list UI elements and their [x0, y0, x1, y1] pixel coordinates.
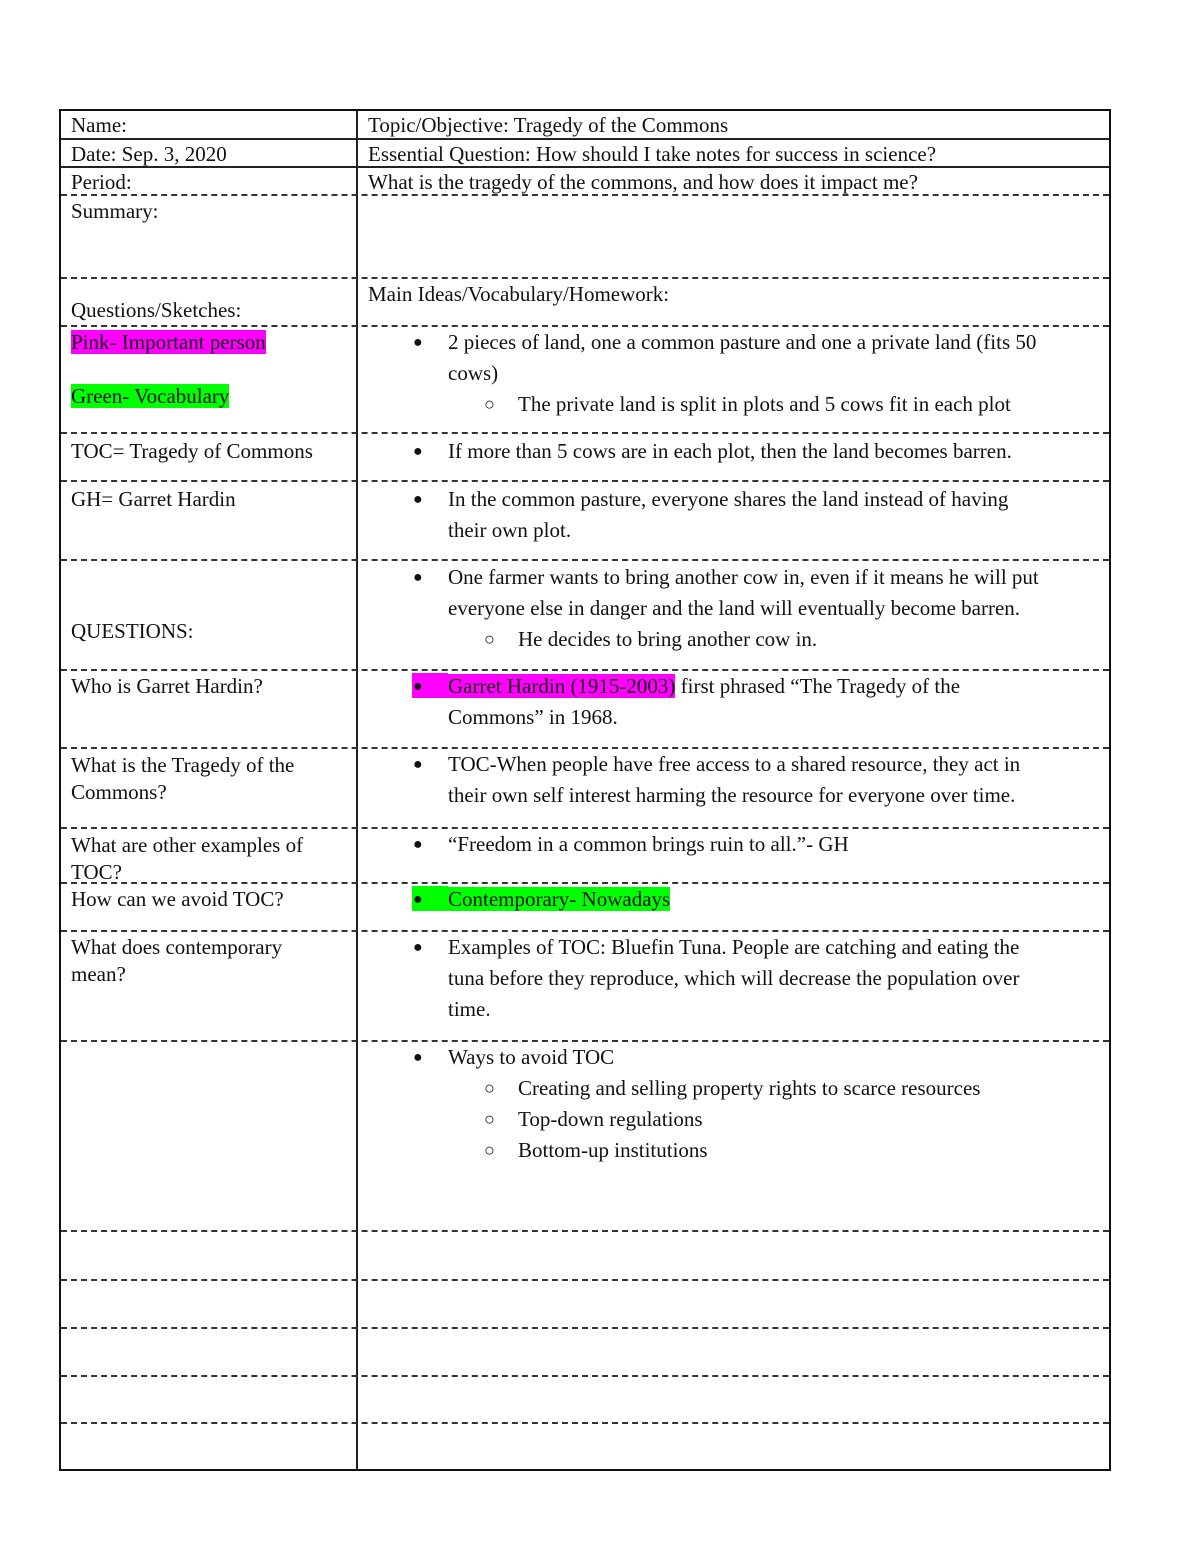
legend-pink: Pink- Important person	[71, 330, 266, 354]
row-contemporary	[61, 884, 1109, 932]
bullet-icon: ●	[413, 569, 423, 586]
empty-row	[61, 1424, 1109, 1469]
land-notes-cell	[358, 327, 1109, 432]
questions-label-cell	[61, 561, 356, 669]
contemporary-line	[448, 884, 1101, 915]
hardin-line-1	[448, 671, 1101, 702]
left-header-cell	[61, 279, 356, 325]
definition-bullet	[368, 749, 1109, 811]
empty-row	[61, 1377, 1109, 1424]
summary-content-cell	[358, 196, 1109, 277]
q5-cell	[61, 932, 356, 1040]
land-line-1: 2 pieces of land, one a common pasture and one a private land (fits 50	[448, 330, 1037, 354]
shared-notes-cell	[358, 482, 1109, 559]
summary-label: Summary:	[71, 199, 159, 223]
name-label: Name:	[71, 113, 127, 137]
land-sub-bullet	[368, 389, 1109, 420]
question-1: Who is Garret Hardin?	[71, 674, 263, 698]
tuna-line-3: time.	[448, 997, 491, 1021]
question-3-line-2: TOC?	[71, 860, 122, 882]
legend-spacer	[71, 358, 356, 381]
avoid-sub-bullet-2	[368, 1104, 1109, 1135]
hardin-notes-cell	[358, 671, 1109, 747]
quote-bullet	[368, 829, 1109, 860]
question-2-line-2: Commons?	[71, 780, 167, 804]
row-avoid	[61, 1042, 1109, 1232]
sub-bullet-icon: ○	[484, 1109, 495, 1129]
avoid-sub-text-1: Creating and selling property rights to scarce resources	[518, 1076, 981, 1100]
right-header-cell	[358, 279, 1109, 325]
right-column-header: Main Ideas/Vocabulary/Homework:	[368, 282, 670, 306]
farmer-sub-bullet	[368, 624, 1109, 655]
row-definition	[61, 749, 1109, 829]
bullet-icon: ●	[413, 443, 423, 460]
legend-green: Green- Vocabulary	[71, 384, 230, 408]
bullet-icon: ●	[413, 836, 423, 853]
q2-cell	[61, 749, 356, 827]
row-column-headers	[61, 279, 1109, 327]
gh-definition: GH= Garret Hardin	[71, 487, 236, 511]
shared-line-2: their own plot.	[448, 518, 572, 542]
farmer-line-1: One farmer wants to bring another cow in, even if it means he will put	[448, 565, 1039, 589]
barren-bullet	[368, 436, 1109, 467]
legend-pink-line	[71, 327, 356, 358]
essential-question-text: Essential Question: How should I take notes for success in science?	[368, 142, 937, 166]
sub-bullet-icon: ○	[484, 629, 495, 649]
legend-cell	[61, 327, 356, 432]
tuna-notes-cell	[358, 932, 1109, 1040]
definition-line-2: their own self interest harming the resource for everyone over time.	[448, 783, 1016, 807]
period-cell	[61, 168, 356, 194]
avoid-left-cell	[61, 1042, 356, 1230]
topic-cell	[358, 111, 1109, 138]
tuna-line-1: Examples of TOC: Bluefin Tuna. People are catching and eating the	[448, 935, 1020, 959]
avoid-text: Ways to avoid TOC	[448, 1045, 615, 1069]
farmer-bullet	[368, 562, 1109, 624]
barren-notes-cell	[358, 434, 1109, 480]
bullet-icon: ●	[413, 334, 423, 351]
question-3-line-1: What are other examples of	[71, 833, 304, 857]
row-summary	[61, 196, 1109, 279]
definition-notes-cell	[358, 749, 1109, 827]
farmer-notes-cell	[358, 561, 1109, 669]
question-5-line-2: mean?	[71, 962, 126, 986]
farmer-sub-text: He decides to bring another cow in.	[518, 627, 818, 651]
tuna-bullet	[368, 932, 1109, 1025]
contemporary-bullet	[368, 884, 1109, 915]
name-cell	[61, 111, 356, 138]
row-shared	[61, 482, 1109, 561]
toc-def-cell	[61, 434, 356, 480]
avoid-sub-bullet-3	[368, 1135, 1109, 1166]
topic-text: Topic/Objective: Tragedy of the Commons	[368, 113, 729, 137]
row-barren	[61, 434, 1109, 482]
land-line-2: cows)	[448, 361, 499, 385]
question2-text: What is the tragedy of the commons, and how does it impact me?	[368, 170, 918, 194]
q1-cell	[61, 671, 356, 747]
date-cell	[61, 140, 356, 166]
empty-row	[61, 1281, 1109, 1329]
row-quote	[61, 829, 1109, 884]
gh-def-cell	[61, 482, 356, 559]
period-label: Period:	[71, 170, 132, 194]
date-text: Date: Sep. 3, 2020	[71, 142, 227, 166]
empty-row	[61, 1329, 1109, 1377]
avoid-sub-bullet-1	[368, 1073, 1109, 1104]
question-5-line-1: What does contemporary	[71, 935, 283, 959]
row-period	[61, 168, 1109, 196]
avoid-bullet	[368, 1042, 1109, 1073]
question2-cell	[358, 168, 1109, 194]
sub-bullet-icon: ○	[484, 1140, 495, 1160]
avoid-notes-cell	[358, 1042, 1109, 1230]
shared-line-1: In the common pasture, everyone shares the land instead of having	[448, 487, 1009, 511]
empty-row	[61, 1232, 1109, 1281]
q4-cell	[61, 884, 356, 930]
bullet-icon: ●	[413, 756, 423, 773]
bullet-icon: ●	[413, 939, 423, 956]
sub-bullet-icon: ○	[484, 394, 495, 414]
row-tuna	[61, 932, 1109, 1042]
cornell-notes-table	[59, 109, 1111, 1471]
row-name	[61, 111, 1109, 140]
toc-definition: TOC= Tragedy of Commons	[71, 439, 313, 463]
q3-cell	[61, 829, 356, 882]
contemporary-notes-cell	[358, 884, 1109, 930]
avoid-sub-text-3: Bottom-up institutions	[518, 1138, 708, 1162]
tuna-line-2: tuna before they reproduce, which will decrease the population over	[448, 966, 1020, 990]
hardin-bullet	[368, 671, 1109, 733]
sub-bullet-icon: ○	[484, 1078, 495, 1098]
bullet-icon: ●	[413, 491, 423, 508]
row-farmer	[61, 561, 1109, 671]
hardin-line-2: Commons” in 1968.	[448, 705, 618, 729]
left-column-header: Questions/Sketches:	[71, 298, 242, 322]
quote-notes-cell	[358, 829, 1109, 882]
land-sub-text: The private land is split in plots and 5 cows fit in each plot	[518, 392, 1011, 416]
bullet-icon: ●	[413, 1049, 423, 1066]
land-bullet	[368, 327, 1109, 389]
hardin-line-1-rest: first phrased “The Tragedy of the	[675, 674, 961, 698]
quote-text: “Freedom in a common brings ruin to all.”- GH	[448, 832, 849, 856]
avoid-sub-text-2: Top-down regulations	[518, 1107, 703, 1131]
essential-question-cell	[358, 140, 1109, 166]
contemporary-vocab-highlight: Contemporary- Nowadays	[448, 887, 671, 911]
row-hardin	[61, 671, 1109, 749]
bullet-icon: ●	[413, 891, 423, 908]
definition-line-1: TOC-When people have free access to a shared resource, they act in	[448, 752, 1021, 776]
hardin-name-highlight: Garret Hardin (1915-2003)	[448, 674, 676, 698]
row-date	[61, 140, 1109, 168]
shared-bullet	[368, 484, 1109, 546]
farmer-line-2: everyone else in danger and the land will eventually become barren.	[448, 596, 1021, 620]
questions-label: QUESTIONS:	[71, 619, 194, 643]
bullet-icon: ●	[413, 678, 423, 695]
legend-green-line	[71, 381, 356, 412]
barren-text: If more than 5 cows are in each plot, then the land becomes barren.	[448, 439, 1012, 463]
question-4: How can we avoid TOC?	[71, 887, 284, 911]
row-land	[61, 327, 1109, 434]
question-2-line-1: What is the Tragedy of the	[71, 753, 295, 777]
summary-cell	[61, 196, 356, 277]
